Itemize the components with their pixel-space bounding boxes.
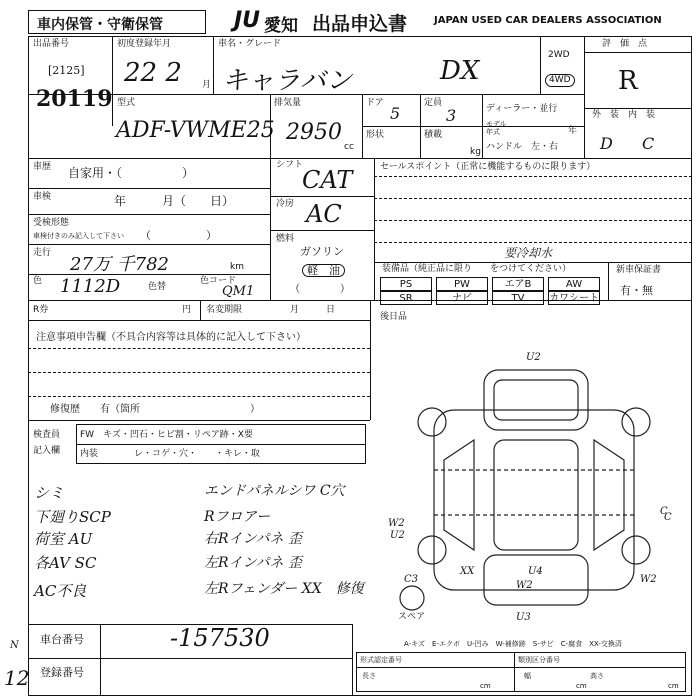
equipment-option: TV [492, 291, 544, 305]
inspection-value: 年 月（ 日） [114, 194, 235, 208]
km-unit: km [230, 262, 244, 272]
brand-pref: 愛知 [264, 16, 298, 36]
diagram-mark: U4 [528, 566, 543, 577]
first-reg-value: 22 2 [124, 58, 182, 88]
displacement-label: 排気量 [274, 98, 302, 108]
recv-paren: （ ） [140, 229, 217, 242]
repair-history-label: 修復歴 有（箇所 ） [50, 404, 260, 415]
4wd-label: 4WD [545, 74, 575, 87]
lot-no-label: 出品番号 [33, 39, 70, 49]
diagram-mark: C [664, 512, 672, 523]
load-label: 積載 [424, 130, 443, 140]
length-cm: cm [480, 682, 491, 690]
color-label: 色 [33, 276, 43, 286]
displacement-value: 2950 [286, 120, 342, 145]
storage-note: 車内保管・守衛保管 [37, 17, 163, 33]
doors-label: ドア [366, 98, 384, 108]
height-label: 高さ [590, 672, 604, 680]
diagram-mark: C3 [404, 574, 419, 585]
month-day-label: 月 日 [290, 305, 336, 315]
year-suffix: 年 [568, 126, 578, 136]
car-name-value: キャラバン [222, 66, 353, 96]
car-damage-diagram [384, 350, 684, 630]
first-reg-label: 初度登録年月 [117, 39, 172, 49]
equipment-option: AW [548, 277, 600, 291]
2wd-label: 2WD [548, 50, 570, 60]
form-title: 出品申込書 [312, 13, 408, 35]
margin-number: 12 [4, 666, 30, 690]
doors-value: 5 [390, 104, 401, 123]
inspector-label: 検査員 [33, 430, 61, 440]
grade-value: DX [440, 56, 480, 86]
association-name: JAPAN USED CAR DEALERS ASSOCIATION [434, 15, 662, 26]
notes-header: 注意事項申告欄（不具合内容等は具体的に記入して下さい） [36, 332, 306, 343]
equip-header: 装備品（純正品に限り をつけてください） [382, 264, 572, 274]
storage-note-box [28, 10, 206, 34]
lot-number: 20119 [36, 86, 113, 112]
car-name-label: 車名・グレード [218, 39, 282, 49]
ext-grade: D [600, 134, 613, 153]
diagram-mark: W2 [516, 580, 533, 591]
new-warranty-label: 新車保証書 [616, 265, 662, 275]
history-label: 車歴 [33, 162, 52, 172]
fuel-label: 燃料 [276, 234, 295, 244]
diagram-mark: U2 [526, 352, 541, 363]
left-note: シミ [34, 484, 65, 502]
cooling-value: AC [306, 200, 342, 228]
lot-bracket: [2125] [48, 64, 85, 77]
yes-no-label: 有・無 [620, 284, 653, 297]
color-value: 1112D [60, 276, 121, 297]
width-label: 幅 [524, 672, 531, 680]
rear-seat-label: 後日品 [380, 312, 408, 322]
month-suffix: 月 [202, 80, 212, 90]
left-note: 各AV SC [34, 554, 97, 572]
diagram-mark: U2 [390, 530, 405, 541]
spare-label: スペア [398, 612, 426, 622]
right-note: 右Rインパネ 歪 [204, 531, 303, 547]
shape-label: 形状 [366, 130, 385, 140]
yen-unit: 円 [182, 305, 192, 315]
r-ken-label: R券 [33, 305, 49, 315]
handle-label: ハンドル 左・右 [486, 142, 559, 152]
capacity-value: 3 [446, 106, 457, 125]
diagram-mark: U3 [516, 612, 531, 623]
diagram-mark: XX [460, 566, 475, 577]
mileage-label: 走行 [33, 248, 52, 258]
class-no-label: 類別区分番号 [518, 656, 560, 664]
shift-label: シフト [276, 160, 304, 170]
width-cm: cm [576, 682, 587, 690]
selling-note: 要冷却水 [504, 246, 553, 260]
cc-unit: cc [344, 142, 354, 152]
recv-note: 車検付きのみ記入して下さい [33, 232, 124, 240]
chassis-no-value: -157530 [170, 624, 270, 652]
right-note: Rフロアー [204, 509, 271, 525]
equipment-option: エアB [492, 277, 544, 291]
model-year-label: モデル 年式 [486, 120, 507, 136]
equipment-option: PS [380, 277, 432, 291]
equipment-option: ナビ [436, 291, 488, 305]
model-code: ADF-VWME25 [116, 118, 275, 143]
gasoline-label: ガソリン [300, 245, 344, 258]
type-cert-label: 形式認定番号 [360, 656, 402, 664]
inspection-label: 車検 [33, 192, 52, 202]
left-note: 荷室 AU [34, 530, 93, 548]
height-cm: cm [668, 682, 679, 690]
chassis-no-label: 車台番号 [40, 633, 84, 646]
right-note: 左Rフェンダー XX 修復 [204, 581, 364, 597]
length-label: 長さ [362, 672, 376, 680]
color-change-label: 色替 [148, 282, 167, 292]
diagram-mark: W2 [388, 518, 405, 529]
kg-unit: kg [470, 147, 481, 157]
left-note: AC不良 [34, 582, 87, 600]
capacity-label: 定員 [424, 98, 443, 108]
interior-row: 内装 レ・コゲ・穴・ ・キレ・取 [80, 449, 260, 459]
shift-value: CAT [302, 166, 353, 194]
equipment-option: PW [436, 277, 488, 291]
equipment-option: カワシート [549, 293, 599, 304]
entry-label: 記入欄 [33, 446, 61, 456]
cooling-label: 冷房 [276, 199, 295, 209]
mileage-value: 27万 千782 [70, 254, 169, 275]
selling-points-label: セールスポイント（正常に機能するものに限ります） [380, 162, 596, 172]
margin-n: N [10, 640, 19, 651]
color-code-label: 色コード [200, 276, 237, 286]
rating-label: 評 価 点 [602, 39, 648, 49]
color-code-value: QM1 [222, 284, 255, 299]
name-change-label: 名変期限 [206, 305, 243, 315]
right-note: 左Rインパネ 歪 [204, 555, 303, 571]
rating-value: R [618, 66, 638, 96]
exterior-row: FW キズ・凹石・ヒビ割・リペア跡・X要 [80, 430, 253, 440]
fuel-paren: （ ） [290, 284, 350, 295]
dealer-label: ディーラー・並行 [486, 104, 558, 114]
model-label: 型式 [117, 98, 136, 108]
diagram-mark: C [660, 506, 668, 517]
reg-no-label: 登録番号 [40, 666, 84, 679]
damage-legend: A-キズ E-エクボ U-凹み W-補修跡 S-サビ C-腐食 XX-交換済 [404, 640, 622, 648]
history-value: 自家用・（ ） [68, 166, 195, 180]
ext-int-label: 外 装 内 装 [592, 110, 656, 120]
int-grade: C [642, 134, 655, 153]
right-note: エンドパネルシワ C穴 [204, 483, 345, 499]
brand-mark: JU [234, 8, 261, 33]
left-note: 下廻りSCP [34, 508, 111, 526]
recv-form-label: 受検形態 [33, 218, 70, 228]
light-oil-label: 軽 油 [302, 264, 345, 277]
diagram-mark: W2 [640, 574, 657, 585]
equipment-option: SR [380, 291, 432, 305]
